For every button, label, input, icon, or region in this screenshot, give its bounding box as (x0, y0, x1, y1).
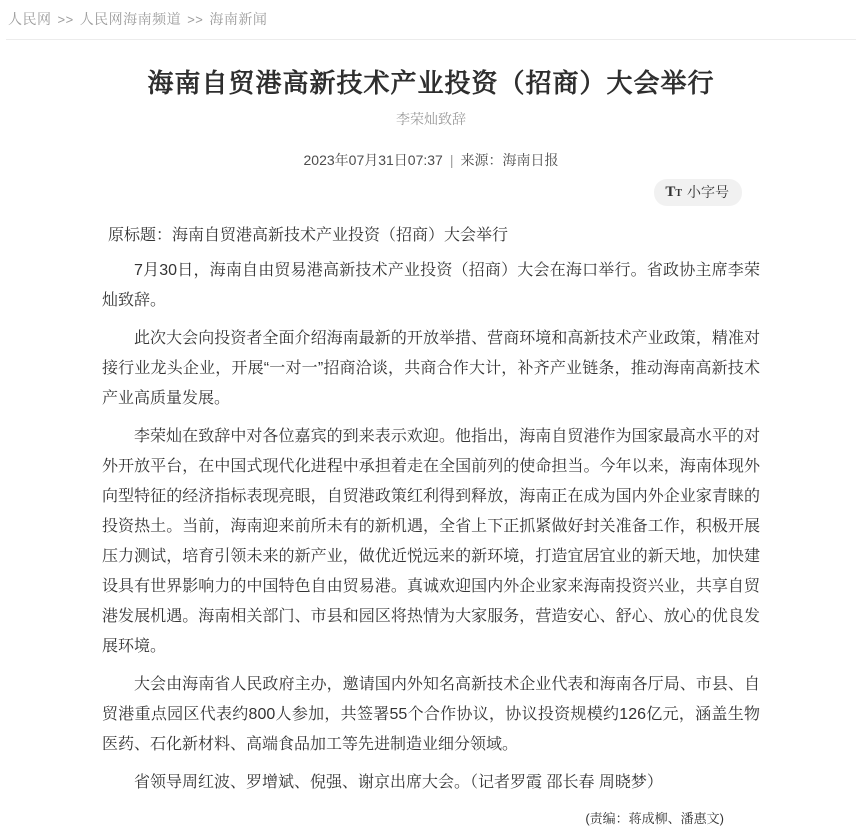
article-container (102, 66, 760, 827)
font-size-label: 小字号 (687, 184, 729, 200)
breadcrumb (0, 0, 862, 37)
article-paragraph: 李荣灿在致辞中对各位嘉宾的到来表示欢迎。他指出，海南自贸港作为国家最高水平的对外开放平台，在中国式现代化进程中承担着走在全国前列的使命担当。今年以来，海南体现外向型特征的经济指标表现亮眼，自贸港政策红利得到释放，海南正在成为国内外企业家青睐的投资热土。当前，海南迎来前所未有的新机遇，全省上下正抓紧做好封关准备工作，积极开展压力测试，培育引领未来的新产业，做优近悦远来的新环境，打造宜居宜业的新天地，加快建设具有世界影响力的中国特色自由贸易港。真诚欢迎国内外企业家来海南投资兴业，共享自贸港发展机遇。海南相关部门、市县和园区将热情为大家服务，营造安心、舒心、放心的优良发展环境。 (102, 428, 760, 655)
breadcrumb-separator: >> (187, 12, 204, 27)
article-subtitle: 李荣灿致辞 (396, 111, 466, 127)
breadcrumb-link-hainan-channel[interactable]: 人民网海南频道 (79, 11, 182, 27)
original-title-line: 原标题：海南自贸港高新技术产业投资（招商）大会举行 (108, 227, 509, 244)
editor-note: (责编：蒋成柳、潘惠文) (585, 811, 724, 826)
article-paragraph: 7月30日，海南自由贸易港高新技术产业投资（招商）大会在海口举行。省政协主席李荣灿致辞。 (102, 262, 760, 309)
meta-separator: | (449, 152, 454, 168)
header-divider (6, 39, 856, 40)
article-paragraph: 省领导周红波、罗增斌、倪强、谢京出席大会。（记者罗霞 邵长春 周晓梦） (134, 774, 663, 791)
article-toolbar (102, 179, 760, 206)
article-meta (102, 150, 760, 170)
article-title: 海南自贸港高新技术产业投资（招商）大会举行 (147, 68, 715, 98)
article-paragraphs (102, 256, 760, 798)
source-link[interactable]: 海南日报 (502, 152, 559, 168)
source-label: 来源： (460, 152, 503, 168)
breadcrumb-separator: >> (57, 12, 74, 27)
breadcrumb-link-hainan-news[interactable]: 海南新闻 (209, 11, 268, 27)
font-size-icon: TT (665, 183, 682, 200)
article-paragraph: 大会由海南省人民政府主办，邀请国内外知名高新技术企业代表和海南各厅局、市县、自贸港重点园区代表约800人参加，共签署55个合作协议，协议投资规模约126亿元，涵盖生物医药、石化新材料、高端食品加工等先进制造业细分领域。 (102, 676, 760, 753)
font-size-button[interactable] (654, 179, 742, 206)
article-body (102, 221, 760, 798)
breadcrumb-link-people[interactable]: 人民网 (8, 11, 52, 27)
publish-date: 2023年07月31日07:37 (303, 152, 443, 168)
article-paragraph: 此次大会向投资者全面介绍海南最新的开放举措、营商环境和高新技术产业政策，精准对接行业龙头企业，开展“一对一”招商洽谈，共商合作大计，补齐产业链条，推动海南高新技术产业高质量发展。 (102, 330, 760, 407)
